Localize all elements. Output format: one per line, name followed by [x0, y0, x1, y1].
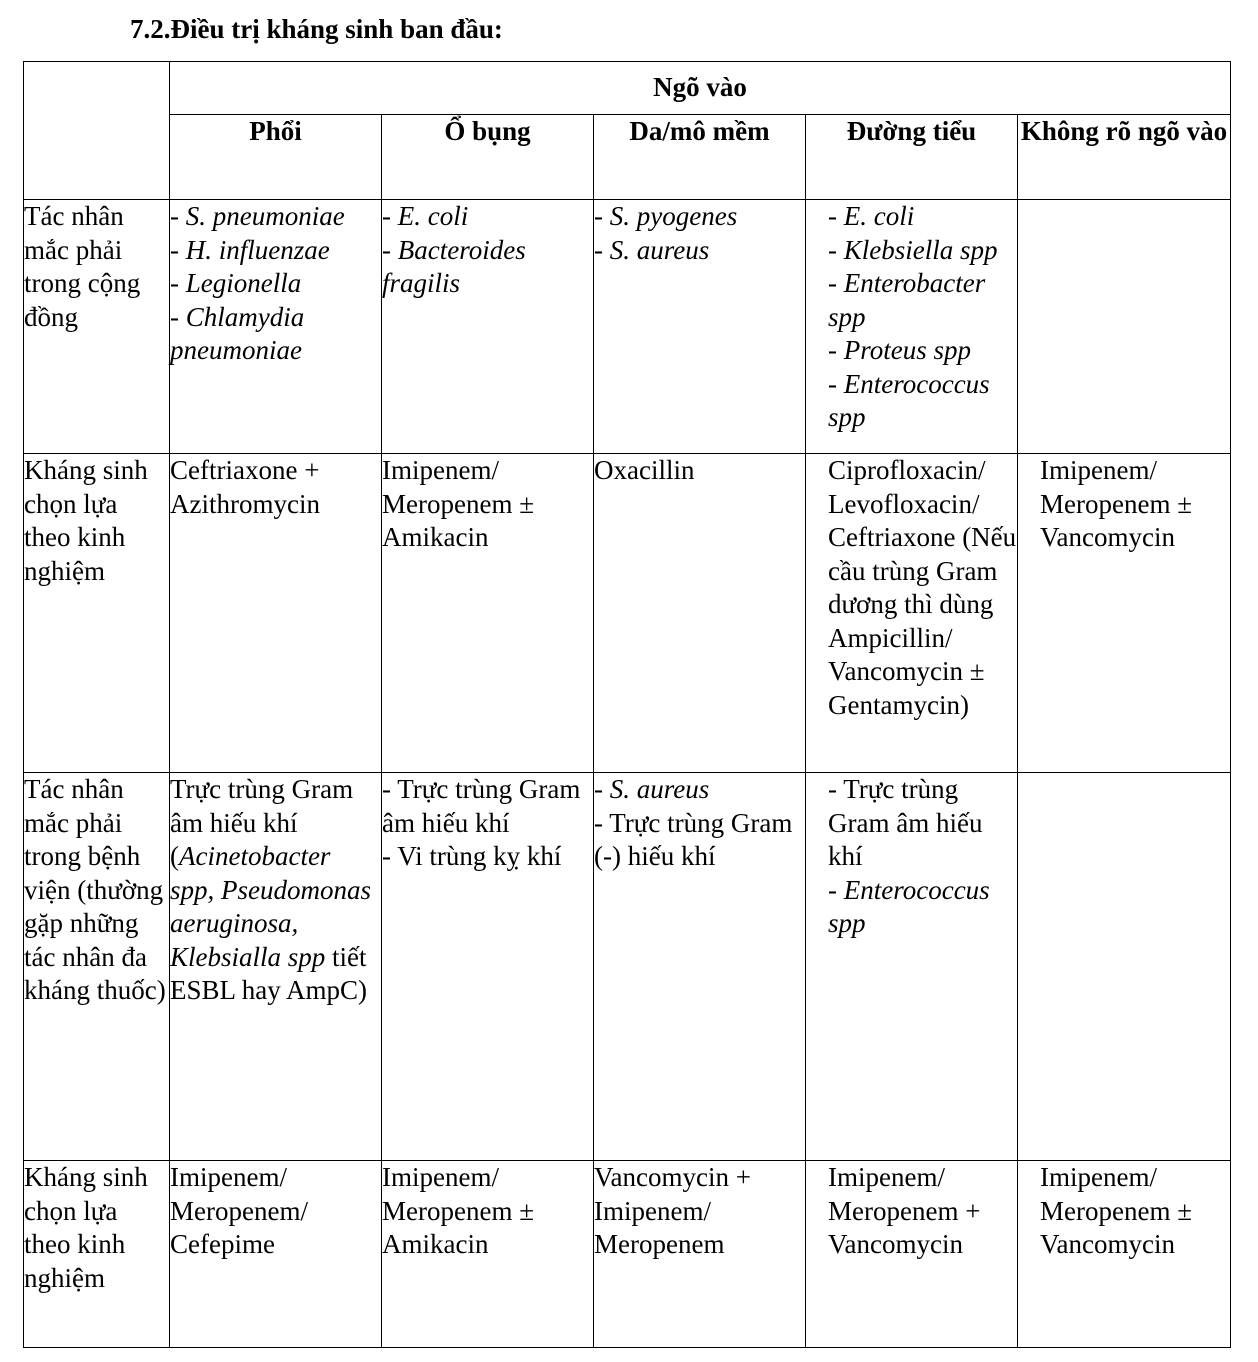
cell-lung — [170, 773, 382, 1161]
cell-abdomen — [382, 773, 594, 1161]
row-label: Kháng sinh chọn lựa theo kinh nghiệm — [24, 454, 170, 773]
cell-skin — [594, 773, 806, 1161]
group-header: Ngõ vào — [170, 62, 1231, 115]
list-item: - Trực trùng Gram âm hiếu khí — [828, 774, 983, 871]
cell-urinary — [806, 773, 1018, 1161]
row-label: Kháng sinh chọn lựa theo kinh nghiệm — [24, 1161, 170, 1348]
list-item: - S. aureus — [594, 774, 710, 804]
col-header-abdomen: Ổ bụng — [382, 115, 594, 200]
list-item: - Vi trùng kỵ khí — [382, 841, 562, 871]
cell-skin: Vancomycin + Imipenem/ Meropenem — [594, 1161, 806, 1348]
row-label: Tác nhân mắc phải trong bệnh viện (thường gặp những tác nhân đa kháng thuốc) — [24, 773, 170, 1161]
antibiotic-table — [23, 61, 1231, 1348]
col-header-urinary: Đường tiểu — [806, 115, 1018, 200]
row-label: Tác nhân mắc phải trong cộng đồng — [24, 200, 170, 454]
cell-urinary — [806, 200, 1018, 454]
corner-cell — [24, 62, 170, 200]
cell-text-italic: Acinetobacter spp, Pseudomonas aeruginosa, Klebsialla spp — [170, 841, 371, 972]
list-item: - Bacteroides fragilis — [382, 234, 526, 298]
list-item: - Enterobacter spp — [828, 268, 986, 332]
cell-skin — [594, 200, 806, 454]
table-row — [24, 200, 1231, 454]
list-item: - Proteus spp — [828, 335, 971, 365]
cell-unknown — [1018, 200, 1231, 454]
cell-abdomen: Imipenem/ Meropenem ± Amikacin — [382, 1161, 594, 1348]
list-item: - Chlamydia pneumoniae — [170, 301, 305, 365]
cell-urinary: Imipenem/ Meropenem + Vancomycin — [806, 1161, 1018, 1348]
col-header-lung: Phổi — [170, 115, 382, 200]
col-header-unknown: Không rõ ngõ vào — [1018, 115, 1231, 200]
col-header-skin: Da/mô mềm — [594, 115, 806, 200]
cell-unknown: Imipenem/ Meropenem ± Vancomycin — [1018, 1161, 1231, 1348]
list-item: - S. pyogenes — [594, 201, 738, 231]
cell-abdomen — [382, 200, 594, 454]
cell-lung — [170, 200, 382, 454]
cell-skin: Oxacillin — [594, 454, 806, 773]
cell-text: tiết ESBL hay AmpC) — [170, 941, 368, 1005]
list-item: - E. coli — [382, 201, 469, 231]
cell-text: Trực trùng Gram âm hiếu khí ( — [170, 774, 354, 871]
table-row — [24, 454, 1231, 773]
table-row — [24, 773, 1231, 1161]
list-item: - E. coli — [828, 201, 915, 231]
list-item: - S. aureus — [594, 234, 710, 265]
list-item: - Enterococcus spp — [828, 368, 990, 432]
list-item: - Trực trùng Gram (-) hiếu khí — [594, 807, 793, 871]
cell-abdomen: Imipenem/ Meropenem ± Amikacin — [382, 454, 594, 773]
cell-lung: Ceftriaxone + Azithromycin — [170, 454, 382, 773]
cell-unknown: Imipenem/ Meropenem ± Vancomycin — [1018, 454, 1231, 773]
list-item: - H. influenzae — [170, 234, 330, 265]
list-item: - Klebsiella spp — [828, 234, 998, 265]
cell-lung: Imipenem/ Meropenem/ Cefepime — [170, 1161, 382, 1348]
list-item: - Enterococcus spp — [828, 874, 990, 938]
section-heading: 7.2.Điều trị kháng sinh ban đầu: — [130, 14, 503, 44]
cell-unknown — [1018, 773, 1231, 1161]
list-item: - Legionella — [170, 268, 302, 298]
list-item: - Trực trùng Gram âm hiếu khí — [382, 774, 581, 838]
table-row — [24, 1161, 1231, 1348]
cell-urinary: Ciprofloxacin/ Levofloxacin/ Ceftriaxone (Nếu cầu trùng Gram dương thì dùng Ampicillin/ Vancomycin ± Gentamycin) — [806, 454, 1018, 773]
list-item: - S. pneumoniae — [170, 201, 345, 231]
